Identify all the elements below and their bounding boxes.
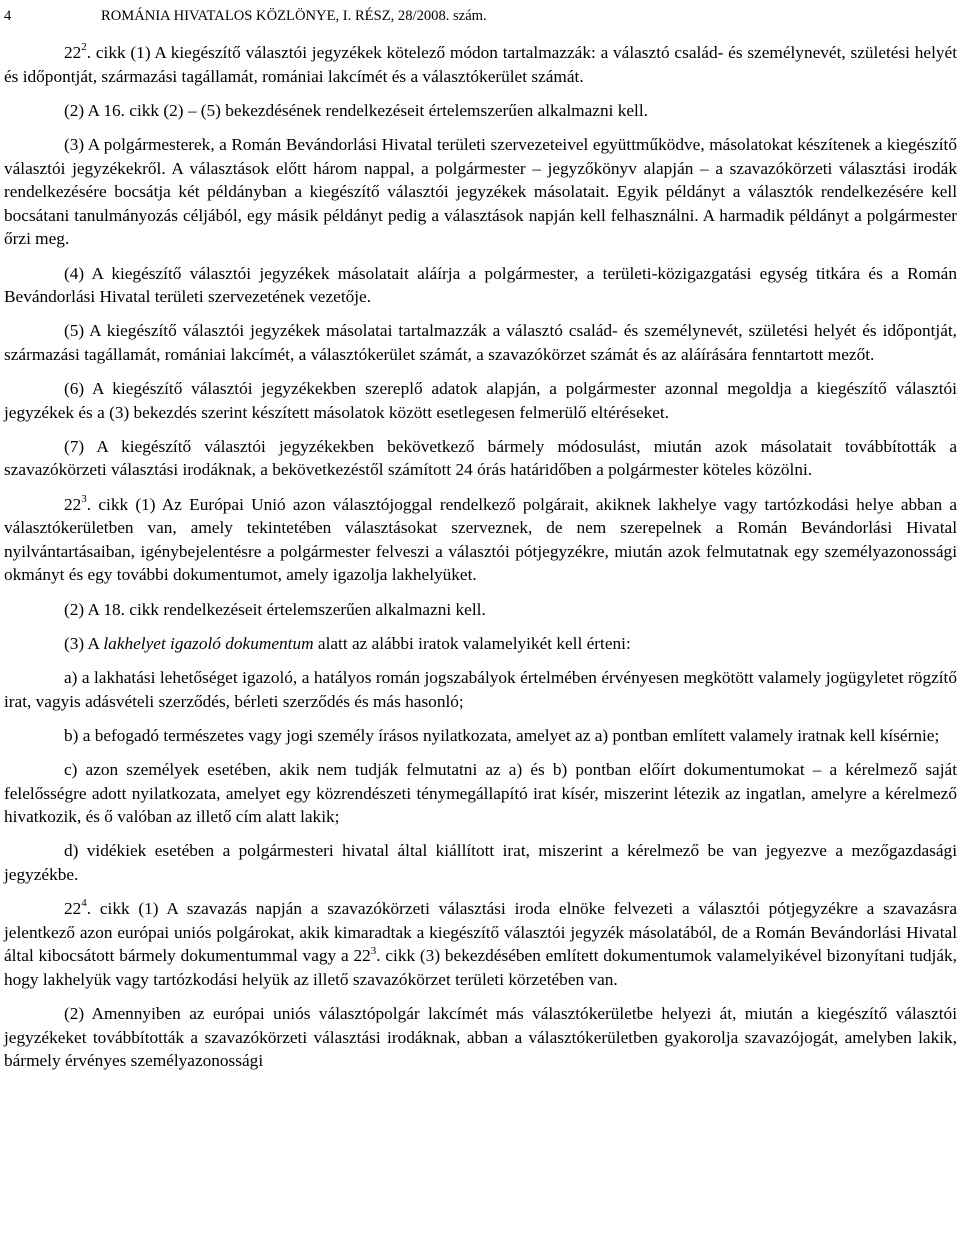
article-22-2-paragraph-2: (2) A 16. cikk (2) – (5) bekezdésének rendelkezéseit értelemszerűen alkalmazni kell. (64, 100, 648, 120)
list-item-c: c) azon személyek esetében, akik nem tudják felmutatni az a) és b) pontban előírt dokumentumokat – a kérelmező saját felelősségre adott nyilatkozata, amelyet egy közrendészeti ténymegállapító irat kísér, miszerint létezik az ingatlan, amelyre a kérelmező hivatkozik, és ő valóban az illető cím alatt lakik; (4, 759, 957, 827)
defined-term: lakhelyet igazoló dokumentum (103, 633, 314, 653)
article-22-3-paragraph-2: (2) A 18. cikk rendelkezéseit értelemszerűen alkalmazni kell. (64, 599, 486, 619)
article-22-2-paragraph-7: (7) A kiegészítő választói jegyzékekben bekövetkező bármely módosulást, miután azok másolatait továbbították a szavazókörzeti választási irodáknak, a bekövetkezéstől számított 24 órás határidőben a polgármester köteles közölni. (4, 436, 957, 480)
article-22-2-paragraph-3: (3) A polgármesterek, a Román Bevándorlási Hivatal területi szervezeteivel együttműködve, másolatokat készítenek a kiegészítő választói jegyzékekről. A választások előtt három nappal, a polgármester – jegyzőkönyv alapján – a szavazókörzeti választási irodák rendelkezésére bocsátja két példányban a kiegészítő választói jegyzékek másolatait. Egyik példányt a választók rendelkezésére kell bocsátani tanulmányozás céljából, egy másik példányt pedig a választások napján kell felhasználni. A harmadik példányt a polgármester őrzi meg. (4, 134, 957, 249)
article-22-2-paragraph-4: (4) A kiegészítő választói jegyzékek másolatait aláírja a polgármester, a területi-közigazgatási egység titkára és a Román Bevándorlási Hivatal területi szervezetének vezetője. (4, 263, 957, 307)
list-item-b: b) a befogadó természetes vagy jogi személy írásos nyilatkozata, amelyet az a) pontban említett valamely iratnak kell kísérnie; (64, 725, 940, 745)
article-22-2-paragraph-5: (5) A kiegészítő választói jegyzékek másolatai tartalmazzák a választó család- és személynevét, születési helyét és időpontját, származási tagállamát, romániai lakcímét, a választókerület számát, a szavazókörzet számát és az aláírására fenntartott mezőt. (4, 321, 957, 364)
document-body (4, 41, 957, 1073)
list-item-a: a) a lakhatási lehetőséget igazoló, a hatályos román jogszabályok értelmében érvényesen megkötött valamely jogügyletet rögzítő irat, vagyis adásvételi szerződés, bérleti szerződés és más hasonló; (4, 668, 957, 711)
page-header (4, 0, 957, 36)
list-item-d: d) vidékiek esetében a polgármesteri hivatal által kiállított irat, miszerint a kérelmező be van jegyezve a mezőgazdasági jegyzékbe. (4, 841, 957, 884)
publication-title: ROMÁNIA HIVATALOS KÖZLÖNYE, I. RÉSZ, 28/2008. szám. (101, 8, 487, 24)
page-number: 4 (4, 8, 12, 24)
article-22-4-paragraph-1: $22^4$. cikk (1) A szavazás napján a szavazókörzeti választási iroda elnöke felvezeti a választói pótjegyzékre a szavazásra jelentkező azon európai uniós polgárokat, akik kimaradtak a kiegészítő választói jegyzék másolatából, de a Román Bevándorlási Hivatal által kibocsátott bármely dokumentummal vagy a $22^3$. cikk (3) bekezdésében említett dokumentumok valamelyikével bizonyítani tudják, hogy lakhelyük vagy tartózkodási helyük az illető szavazókörzet területi körzetében van. (4, 897, 957, 989)
article-22-2-paragraph-1: $22^2$. cikk (1) A kiegészítő választói jegyzékek kötelező módon tartalmazzák: a választó család- és személynevét, születési helyét és időpontját, származási tagállamát, romániai lakcímét és a választókerület számát. (4, 41, 957, 86)
article-22-3-paragraph-3: (3) A lakhelyet igazoló dokumentum alatt az alábbi iratok valamelyikét kell érteni: (64, 633, 631, 653)
article-22-3-paragraph-1: $22^3$. cikk (1) Az Európai Unió azon választójoggal rendelkező polgárait, akiknek lakhelye vagy tartózkodási helye abban a választókerületben van, amely tekintetében választásokat szerveznek, de nem szerepelnek a Román Bevándorlási Hivatal nyilvántartásaiban, igénybejelentésre a polgármester felveszi a választói pótjegyzékre, miután azok felmutatnak egy személyazonossági okmányt és egy további dokumentumot, amely igazolja lakhelyüket. (4, 492, 957, 585)
article-22-2-paragraph-6: (6) A kiegészítő választói jegyzékekben szereplő adatok alapján, a polgármester azonnal megoldja a kiegészítő választói jegyzékek és a (3) bekezdés szerint készített másolatok között esetlegesen felmerülő eltéréseket. (4, 379, 957, 422)
article-22-4-paragraph-2: (2) Amennyiben az európai uniós választópolgár lakcímét más választókerületbe helyezi át, miután a kiegészítő választói jegyzékeket továbbították a szavazókörzeti választási irodáknak, abban a választókerületben gyakorolja szavazójogát, amelyben lakik, bármely érvényes személyazonossági (4, 1004, 957, 1071)
